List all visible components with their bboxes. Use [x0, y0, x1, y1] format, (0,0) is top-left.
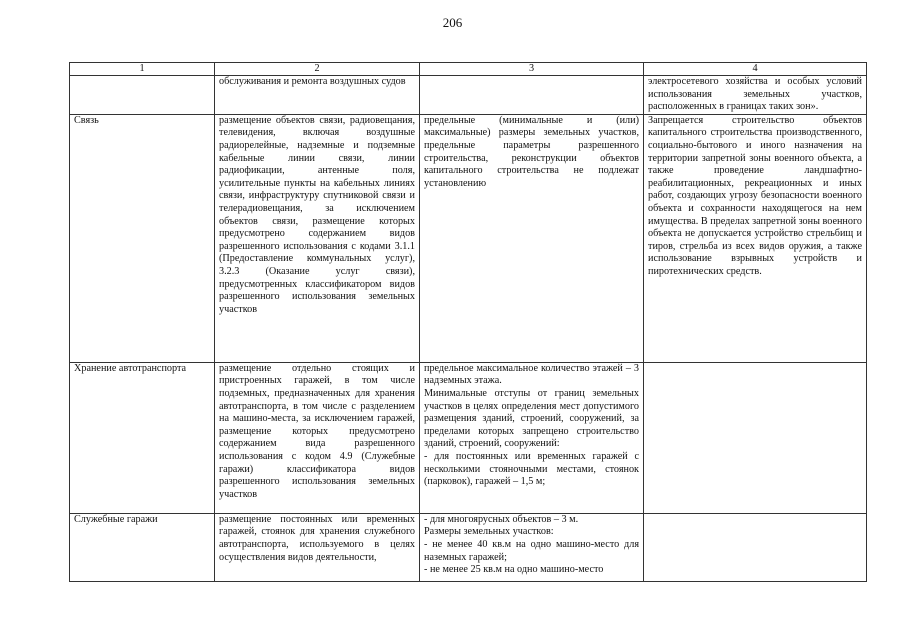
restrictions-cell: Запрещается строительство объектов капитального строительства производственного, социально-бытового и иного назначения на территории запретной зоны военного объекта, а также проведение ландшафтно-реабилитационных, рекреационных и иных работ, создающих угрозу безопасности военного объекта и сохранности находящегося на нем имущества. В пределах запретной зоны военного объекта не допускается устройство стрельбищ и тиров, стрельба из всех видов оружия, а также использование взрывных устройств и пиротехнических средств.: [644, 114, 867, 362]
restrictions-cell: электросетевого хозяйства и особых условий использования земельных участков, расположенных в границах таких зон».: [644, 76, 867, 115]
use-description: обслуживания и ремонта воздушных судов: [215, 76, 420, 115]
table-row: [70, 114, 867, 362]
page-number: 206: [442, 15, 463, 30]
use-description: размещение отдельно стоящих и пристроенных гаражей, в том числе подземных, предназначенных для хранения автотранспорта, в том числе с разделением на машино-места, за исключением гаражей, размещение которых предусмотрено содержанием вида разрешенного использования с кодом 4.9 (Служебные гаражи) классификатора видов разрешенного использования земельных участков: [215, 362, 420, 513]
use-type-name: Связь: [70, 114, 215, 362]
restrictions-cell: [644, 362, 867, 513]
parameters-cell: предельные (минимальные и (или) максимальные) размеры земельных участков, предельные параметры разрешенного строительства, реконструкции объектов капитального строительства не подлежат установлению: [420, 114, 644, 362]
table-header-row: [70, 63, 867, 76]
use-description: размещение объектов связи, радиовещания, телевидения, включая воздушные радиорелейные, надземные и подземные кабельные линии связи, линии радиофикации, антенные поля, усилительные пункты на кабельных линиях связи, инфраструктуру спутниковой связи и телерадиовещания, за исключением объектов связи, размещение которых предусмотрено содержанием видов разрешенного использования с кодами 3.1.1 (Предоставление коммунальных услуг), 3.2.3 (Оказание услуг связи), предусмотренных классификатором видов разрешенного использования земельных участков: [215, 114, 420, 362]
column-header: 3: [420, 63, 644, 76]
use-type-name: Хранение автотранспорта: [70, 362, 215, 513]
parameters-cell: [420, 362, 644, 513]
parameter-paragraph: Минимальные отступы от границ земельных участков в целях определения мест допустимого размещения зданий, строений, сооружений, за пределами которых запрещено строительство зданий, строений, сооружений:: [424, 387, 639, 450]
table-row: [70, 76, 867, 115]
table-row: [70, 362, 867, 513]
parameter-paragraph: - не менее 25 кв.м на одно машино-место: [424, 564, 604, 576]
parameter-paragraph: предельное максимальное количество этажей – 3 надземных этажа.: [424, 362, 639, 387]
parameter-paragraph: Размеры земельных участков:: [424, 526, 554, 538]
parameter-paragraph: - для постоянных или временных гаражей с несколькими стояночными местами, стоянок (парковок), гаражей – 1,5 м;: [424, 450, 639, 488]
column-header: 2: [215, 63, 420, 76]
column-header: 4: [644, 63, 867, 76]
restrictions-cell: [644, 513, 867, 581]
use-type-name: [70, 76, 215, 115]
use-description: размещение постоянных или временных гаражей, стоянок для хранения служебного автотранспорта, используемого в целях осуществления видов деятельности,: [215, 513, 420, 581]
parameter-paragraph: - не менее 40 кв.м на одно машино-место для наземных гаражей;: [424, 538, 639, 563]
parameter-paragraph: - для многоярусных объектов – 3 м.: [424, 513, 579, 525]
column-header: 1: [70, 63, 215, 76]
table-row: [70, 513, 867, 581]
use-type-name: Служебные гаражи: [70, 513, 215, 581]
regulations-table: [69, 62, 867, 582]
parameters-cell: [420, 513, 644, 581]
parameters-cell: [420, 76, 644, 115]
